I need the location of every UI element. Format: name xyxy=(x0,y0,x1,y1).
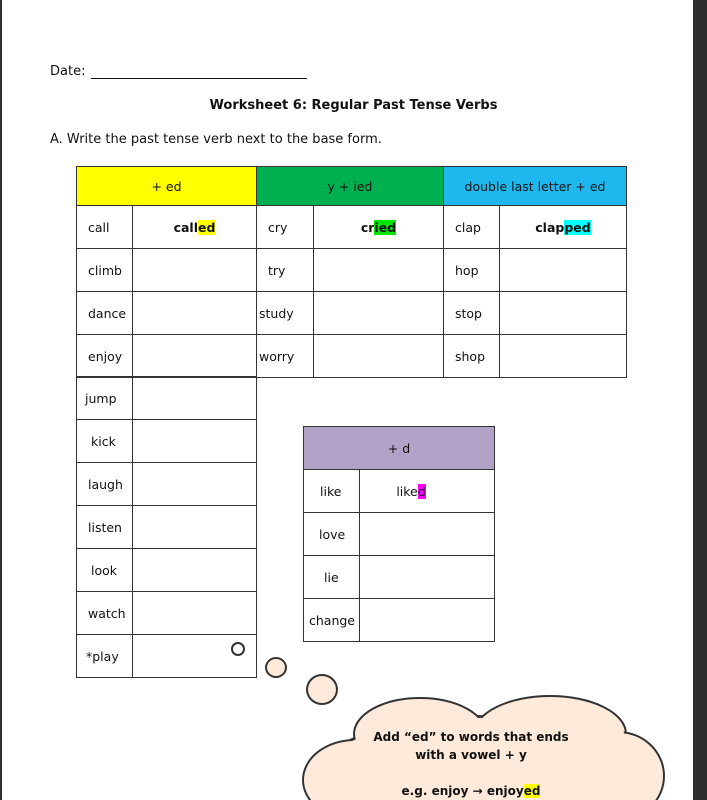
table-row xyxy=(77,335,627,378)
base-verb: watch xyxy=(77,592,133,635)
base-verb: jump xyxy=(77,377,133,420)
header-ed: + ed xyxy=(77,167,257,206)
answer-cell[interactable] xyxy=(133,506,257,549)
base-verb: listen xyxy=(77,506,133,549)
table-row xyxy=(304,470,495,513)
table-row xyxy=(77,249,627,292)
ed-column-continued xyxy=(76,376,257,678)
answer-cell[interactable] xyxy=(133,292,257,335)
d-table xyxy=(303,426,495,642)
date-label: Date: xyxy=(50,64,86,79)
base-verb: hop xyxy=(444,249,500,292)
answer-cell[interactable] xyxy=(360,513,495,556)
base-verb: love xyxy=(304,513,360,556)
table-row xyxy=(77,549,257,592)
thought-bubble-small xyxy=(231,642,245,656)
cloud-example: e.g. enjoy → enjoyed xyxy=(401,784,541,798)
base-verb: *play xyxy=(77,635,133,678)
header-ied: y + ied xyxy=(257,167,444,206)
answer-cell[interactable] xyxy=(500,292,627,335)
cloud-note xyxy=(341,728,601,800)
suffix-highlight: ied xyxy=(374,219,397,235)
table-row xyxy=(77,292,627,335)
table-row xyxy=(77,463,257,506)
answer-cell[interactable]: clapped xyxy=(500,206,627,249)
thought-bubble-medium xyxy=(265,657,287,678)
base-verb: lie xyxy=(304,556,360,599)
answer-cell[interactable] xyxy=(314,292,444,335)
base-verb: study xyxy=(257,292,314,335)
base-verb: change xyxy=(304,599,360,642)
answer-cell[interactable] xyxy=(133,592,257,635)
suffix-highlight: d xyxy=(417,483,426,499)
base-verb: laugh xyxy=(77,463,133,506)
answer-cell[interactable] xyxy=(360,599,495,642)
answer-cell[interactable] xyxy=(133,463,257,506)
suffix-highlight: ped xyxy=(564,219,591,235)
base-verb: try xyxy=(257,249,314,292)
base-verb: dance xyxy=(77,292,133,335)
window-scrollbar[interactable] xyxy=(693,0,707,800)
answer-cell[interactable] xyxy=(133,549,257,592)
answer-cell[interactable] xyxy=(360,556,495,599)
instruction-text: A. Write the past tense verb next to the base form. xyxy=(50,132,382,147)
page-edge-left xyxy=(0,0,2,800)
base-verb: worry xyxy=(257,335,314,378)
answer-cell[interactable] xyxy=(500,249,627,292)
suffix-highlight: ed xyxy=(523,784,541,798)
table-row xyxy=(77,377,257,420)
base-verb: climb xyxy=(77,249,133,292)
base-verb: stop xyxy=(444,292,500,335)
answer-cell[interactable]: cried xyxy=(314,206,444,249)
table-row xyxy=(304,513,495,556)
table-row xyxy=(77,206,627,249)
base-verb: enjoy xyxy=(77,335,133,378)
answer-cell[interactable] xyxy=(500,335,627,378)
answer-cell[interactable] xyxy=(133,420,257,463)
header-double: double last letter + ed xyxy=(444,167,627,206)
table-row xyxy=(77,592,257,635)
answer-cell[interactable]: liked xyxy=(360,470,495,513)
base-verb: clap xyxy=(444,206,500,249)
answer-cell[interactable] xyxy=(133,377,257,420)
answer-cell[interactable] xyxy=(133,249,257,292)
base-verb: cry xyxy=(257,206,314,249)
date-line[interactable] xyxy=(91,78,307,79)
table-row xyxy=(77,506,257,549)
table-row xyxy=(77,635,257,678)
answer-cell[interactable] xyxy=(314,335,444,378)
base-verb: kick xyxy=(77,420,133,463)
header-d: + d xyxy=(304,427,495,470)
base-verb: look xyxy=(77,549,133,592)
past-tense-table xyxy=(76,166,627,378)
cloud-line-2: with a vowel + y xyxy=(415,748,527,762)
table-row xyxy=(304,556,495,599)
table-row xyxy=(304,599,495,642)
answer-cell[interactable] xyxy=(314,249,444,292)
base-verb: shop xyxy=(444,335,500,378)
base-verb: call xyxy=(77,206,133,249)
answer-cell[interactable] xyxy=(133,335,257,378)
worksheet-title: Worksheet 6: Regular Past Tense Verbs xyxy=(209,98,498,113)
answer-cell[interactable]: called xyxy=(133,206,257,249)
table-row xyxy=(77,420,257,463)
suffix-highlight: ed xyxy=(197,219,216,235)
base-verb: like xyxy=(304,470,360,513)
answer-cell[interactable] xyxy=(133,635,257,678)
cloud-line-1: Add “ed” to words that ends xyxy=(373,730,569,744)
